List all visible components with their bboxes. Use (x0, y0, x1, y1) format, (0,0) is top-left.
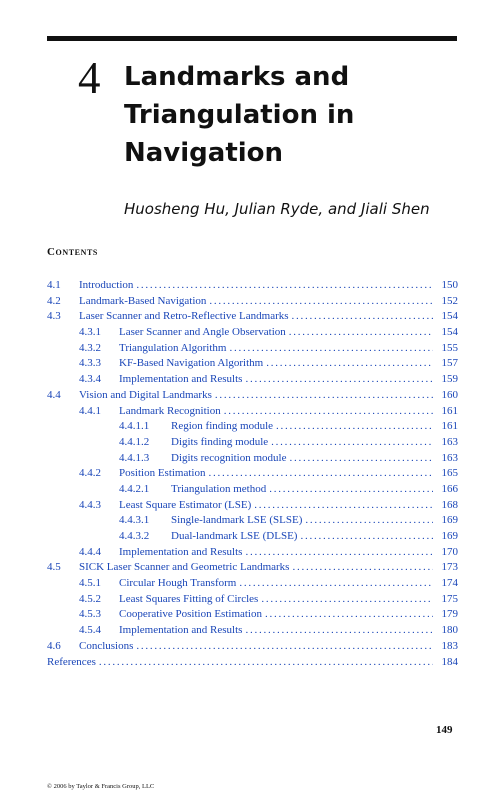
toc-leader-dots (239, 576, 433, 592)
toc-entry-page: 154 (441, 326, 458, 339)
toc-entry-page: 173 (441, 561, 458, 574)
toc-entry-title: Digits recognition module (171, 451, 287, 464)
toc-entry-title: Triangulation method (171, 482, 267, 495)
toc-entry[interactable] (47, 576, 458, 592)
toc-entry-page: 161 (441, 404, 458, 417)
copyright-notice: © 2006 by Taylor & Francis Group, LLC (47, 783, 155, 790)
toc-entry-title: Digits finding module (171, 435, 269, 448)
toc-entry[interactable] (47, 404, 458, 420)
toc-entry-title: Laser Scanner and Angle Observation (119, 326, 286, 339)
toc-entry-number: 4.4.3.1 (119, 514, 150, 527)
toc-entry-page: 163 (441, 435, 458, 448)
toc-entry-title: SICK Laser Scanner and Geometric Landmarks (79, 561, 290, 574)
toc-entry-page: 159 (441, 373, 458, 386)
toc-entry[interactable] (47, 388, 458, 404)
chapter-number: 4 (78, 53, 101, 103)
toc-entry-number: 4.2 (47, 294, 61, 307)
toc-entry-page: 174 (441, 577, 458, 590)
toc-entry[interactable] (47, 529, 458, 545)
toc-entry-page: 163 (441, 451, 458, 464)
toc-entry-title: Single-landmark LSE (SLSE) (171, 514, 303, 527)
toc-entry-page: 168 (441, 498, 458, 511)
toc-entry-number: 4.1 (47, 279, 61, 291)
toc-leader-dots (271, 435, 433, 451)
toc-entry[interactable] (47, 372, 458, 388)
toc-entry-page: 180 (441, 624, 458, 637)
toc-leader-dots (289, 325, 433, 341)
toc-entry[interactable] (47, 498, 458, 514)
toc-entry-page: 169 (441, 530, 458, 542)
toc-entry-number: 4.5.2 (79, 592, 101, 605)
toc-entry-number: 4.6 (47, 639, 61, 652)
toc-leader-dots (305, 513, 433, 529)
toc-entry-page: 150 (441, 279, 458, 291)
toc-entry-number: 4.4.2 (79, 467, 101, 480)
toc-entry-number: 4.4 (47, 388, 61, 401)
toc-entry-page: 175 (441, 592, 458, 605)
toc-entry-page: 152 (441, 294, 458, 307)
toc-entry[interactable] (47, 545, 458, 561)
toc-entry[interactable] (47, 639, 458, 655)
toc-entry-page: 179 (441, 608, 458, 621)
toc-leader-dots (300, 529, 433, 545)
toc-entry-title: Vision and Digital Landmarks (79, 388, 212, 401)
toc-entry-number: 4.3.1 (79, 326, 101, 339)
toc-entry[interactable] (47, 325, 458, 341)
toc-entry-title: Implementation and Results (119, 373, 243, 386)
toc-leader-dots (209, 294, 433, 310)
toc-leader-dots (254, 498, 433, 514)
toc-entry-title: KF-Based Navigation Algorithm (119, 357, 264, 370)
toc-leader-dots (266, 356, 433, 372)
chapter-title-line: Navigation (124, 138, 284, 168)
toc-entry-number: 4.3.4 (79, 373, 101, 386)
toc-leader-dots (292, 560, 433, 576)
toc-entry[interactable] (47, 482, 458, 498)
toc-entry-number: 4.5.1 (79, 577, 101, 590)
toc-entry-title: Implementation and Results (119, 624, 243, 637)
toc-entry-references[interactable] (47, 655, 458, 671)
toc-entry-number: 4.3.3 (79, 357, 101, 370)
toc-entry-number: 4.5.4 (79, 624, 101, 637)
toc-entry-title: Landmark Recognition (119, 404, 221, 417)
toc-leader-dots (208, 466, 433, 482)
toc-entry-title: Landmark-Based Navigation (79, 294, 207, 307)
toc-entry-number: 4.4.1 (79, 404, 101, 417)
toc-entry-title: Cooperative Position Estimation (119, 608, 262, 621)
page-number: 149 (436, 724, 453, 736)
toc-entry[interactable] (47, 294, 458, 310)
toc-leader-dots (229, 341, 433, 357)
toc-entry-page: 165 (441, 467, 458, 480)
toc-entry[interactable] (47, 419, 458, 435)
toc-entry-page: 160 (441, 388, 458, 401)
toc-entry[interactable] (47, 560, 458, 576)
toc-entry-page: 166 (441, 482, 458, 495)
toc-entry[interactable] (47, 341, 458, 357)
chapter-title-line: Landmarks and (124, 62, 350, 92)
toc-entry-number: 4.3.2 (79, 341, 101, 354)
toc-entry-page: 154 (441, 310, 458, 323)
toc-entry-page: 161 (441, 420, 458, 433)
toc-leader-dots (289, 451, 433, 467)
toc-entry-title: Least Squares Fitting of Circles (119, 592, 259, 605)
toc-leader-dots (292, 309, 433, 325)
toc-leader-dots (215, 388, 433, 404)
toc-entry-page: 155 (441, 341, 458, 354)
toc-entry-title: Dual-landmark LSE (DLSE) (171, 530, 298, 542)
toc-entry[interactable] (47, 466, 458, 482)
toc-leader-dots (276, 419, 433, 435)
toc-leader-dots (245, 545, 433, 561)
toc-entry-number: 4.5.3 (79, 608, 101, 621)
toc-leader-dots (265, 607, 433, 623)
toc-leader-dots (261, 592, 433, 608)
contents-heading: Contents (47, 246, 98, 258)
toc-leader-dots (224, 404, 433, 420)
toc-leader-dots (245, 372, 433, 388)
toc-entry-number: 4.4.1.3 (119, 451, 150, 464)
chapter-title (124, 58, 354, 172)
toc-entry-title: Introduction (79, 279, 134, 291)
toc-leader-dots (136, 639, 433, 655)
toc-entry-title: Position Estimation (119, 467, 206, 480)
chapter-authors: Huosheng Hu, Julian Ryde, and Jiali Shen (124, 200, 430, 218)
toc-leader-dots (136, 278, 433, 294)
toc-leader-dots (269, 482, 433, 498)
toc-entry[interactable] (47, 607, 458, 623)
toc-entry-number: 4.4.1.1 (119, 420, 150, 433)
table-of-contents (47, 278, 458, 670)
toc-entry-number: 4.4.2.1 (119, 482, 150, 495)
toc-entry-title: Triangulation Algorithm (119, 341, 227, 354)
toc-entry-page: 183 (441, 639, 458, 652)
toc-leader-dots (245, 623, 433, 639)
toc-entry[interactable] (47, 356, 458, 372)
toc-entry[interactable] (47, 513, 458, 529)
toc-entry-number: 4.4.3 (79, 498, 101, 511)
toc-entry[interactable] (47, 592, 458, 608)
toc-entry-title: Conclusions (79, 639, 134, 652)
toc-leader-dots (99, 655, 433, 671)
toc-entry-page: 157 (441, 357, 458, 370)
toc-entry-number: 4.4.3.2 (119, 530, 150, 542)
toc-entry-title: Region finding module (171, 420, 274, 433)
toc-entry[interactable] (47, 435, 458, 451)
toc-entry-number: 4.5 (47, 561, 61, 574)
toc-entry-number: 4.4.1.2 (119, 435, 150, 448)
toc-entry-page: 170 (441, 545, 458, 558)
toc-entry-number: 4.4.4 (79, 545, 101, 558)
toc-entry-number: 4.3 (47, 310, 61, 323)
toc-entry[interactable] (47, 623, 458, 639)
top-rule (47, 36, 457, 41)
toc-entry-title: References (47, 655, 96, 668)
toc-entry-title: Laser Scanner and Retro-Reflective Landmarks (79, 310, 289, 323)
toc-entry[interactable] (47, 451, 458, 467)
toc-entry-title: Least Square Estimator (LSE) (119, 498, 252, 511)
toc-entry-page: 184 (441, 655, 458, 668)
toc-entry[interactable] (47, 309, 458, 325)
chapter-title-line: Triangulation in (124, 100, 355, 130)
toc-entry-title: Implementation and Results (119, 545, 243, 558)
toc-entry-page: 169 (441, 514, 458, 527)
toc-entry[interactable] (47, 278, 458, 294)
toc-entry-title: Circular Hough Transform (119, 577, 237, 590)
